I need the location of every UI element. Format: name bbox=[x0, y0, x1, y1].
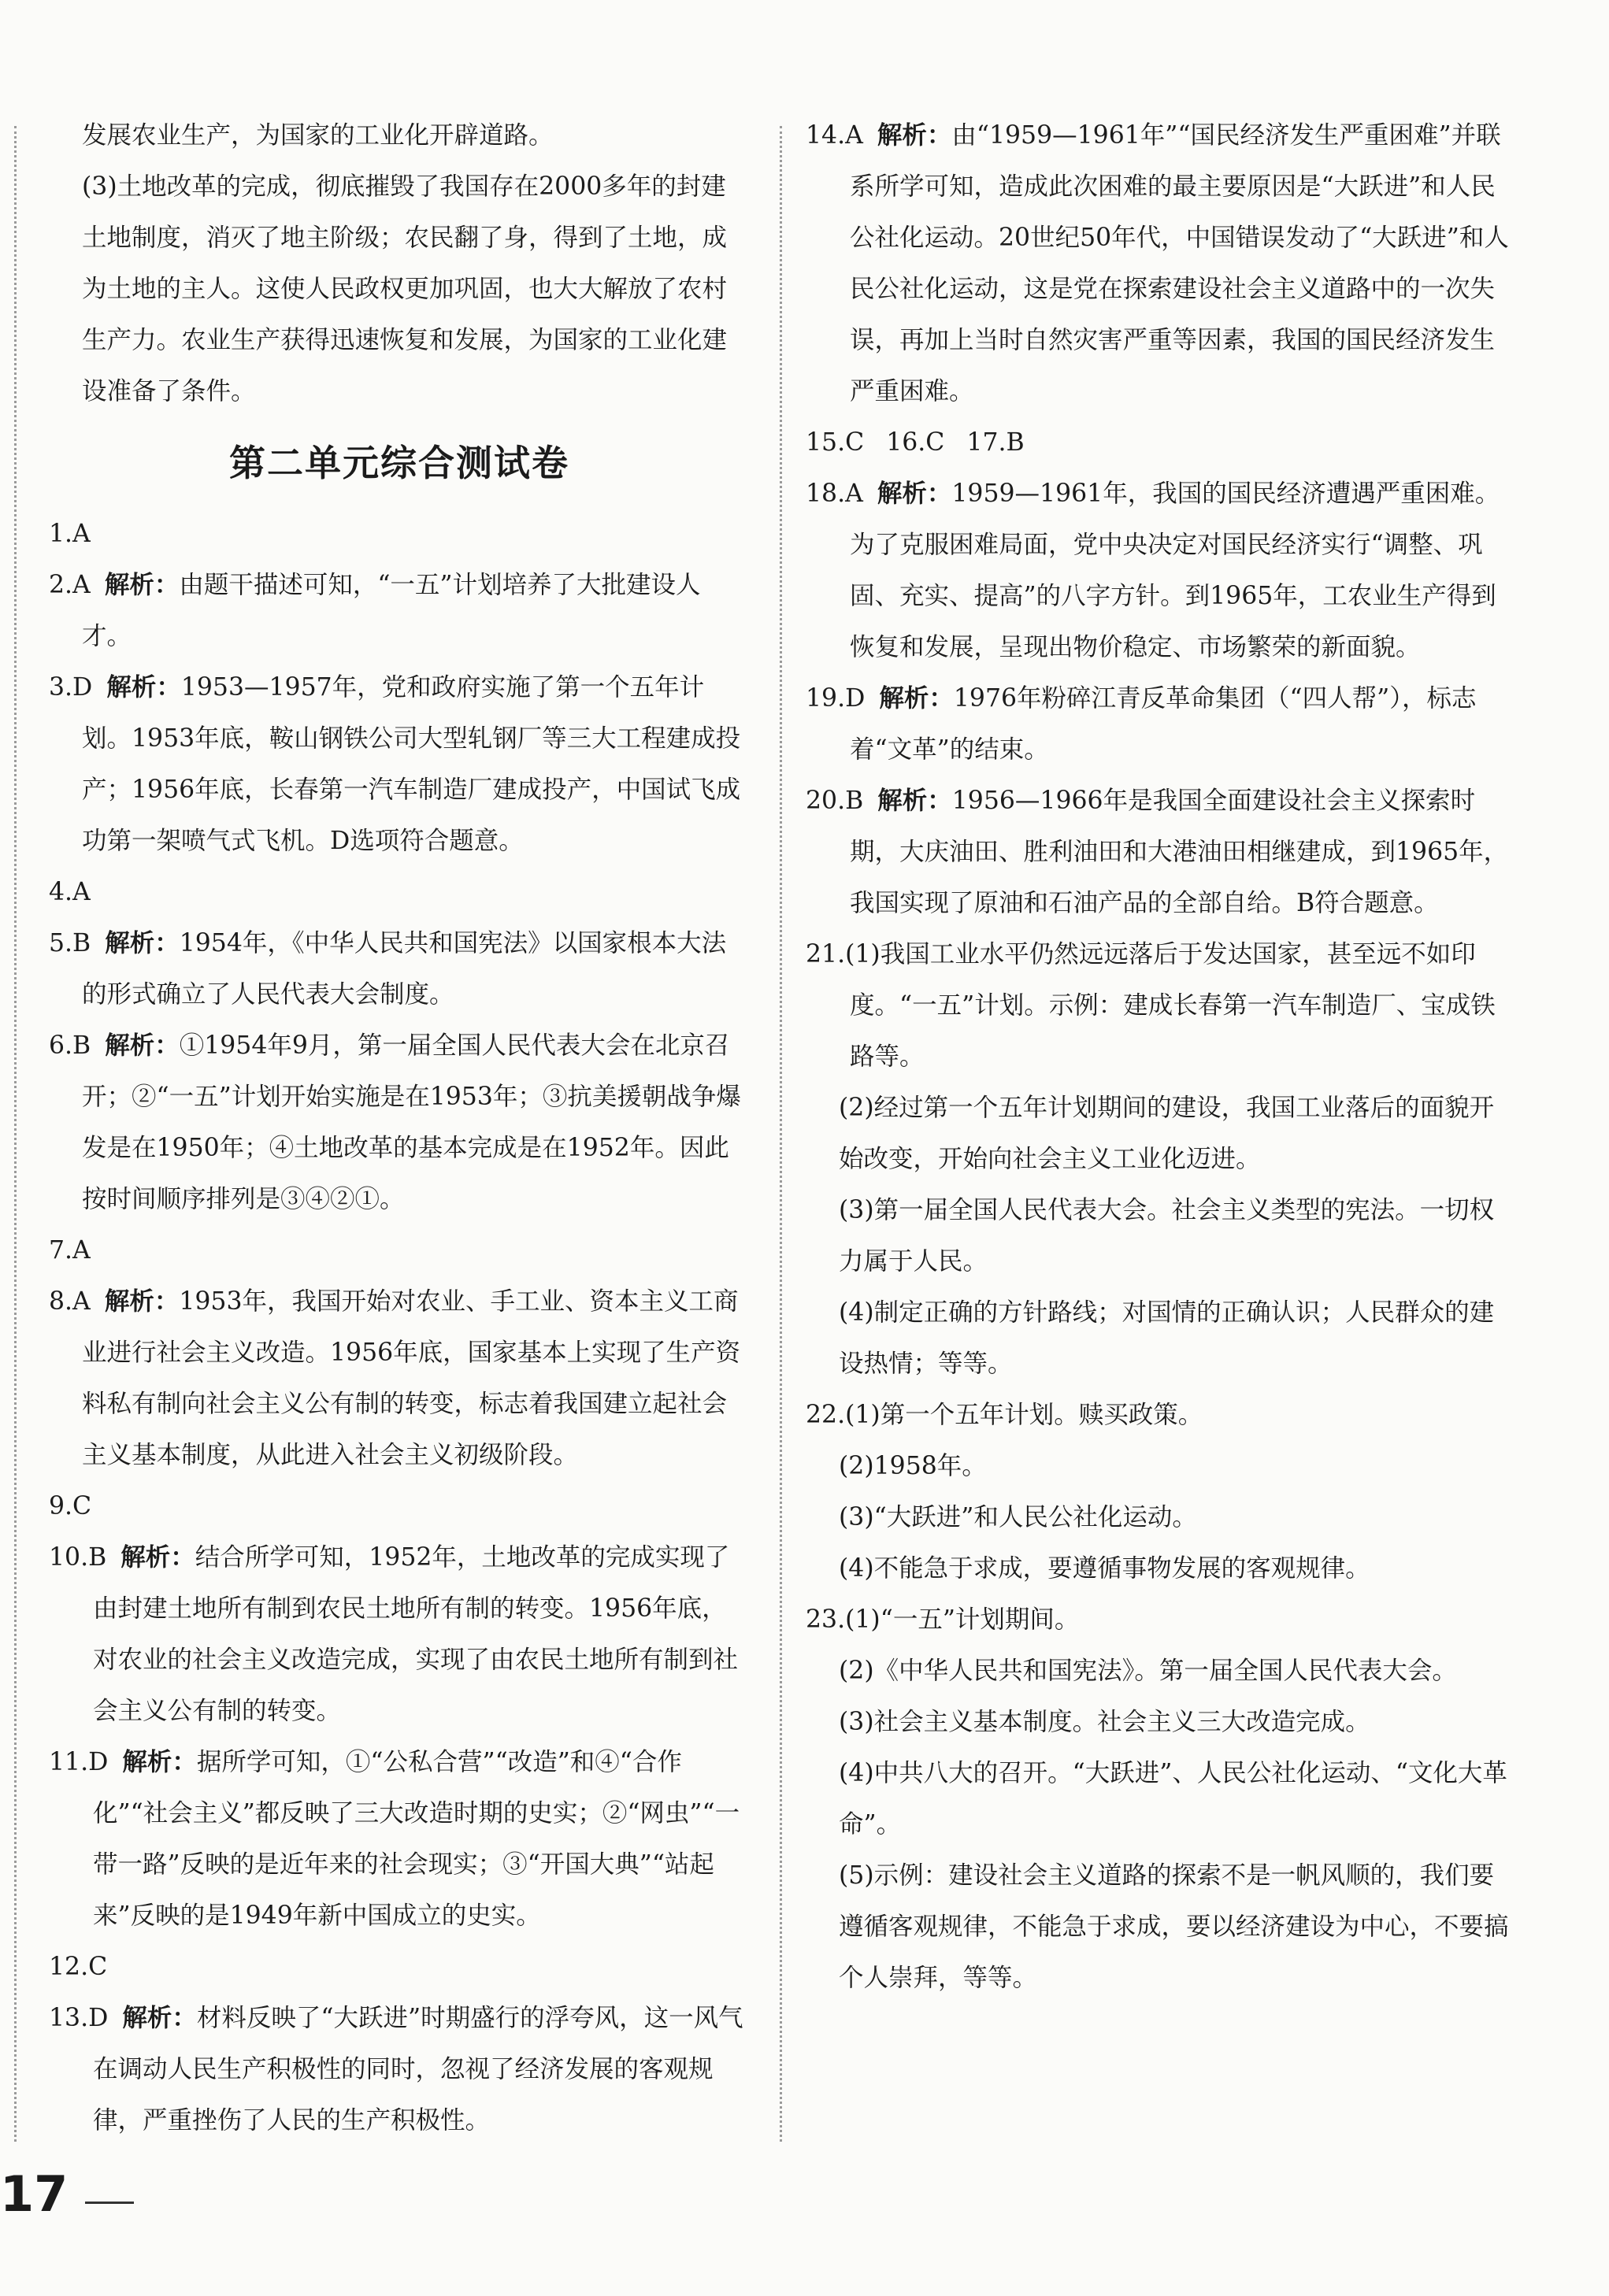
answer-4: 4.A bbox=[49, 878, 91, 906]
left-column bbox=[49, 110, 750, 2146]
answer-23-part-4: (4)中共八大的召开。“大跃进”、人民公社化运动、“文化大革命”。 bbox=[839, 1759, 1507, 1839]
answer-22-part-4: (4)不能急于求成，要遵循事物发展的客观规律。 bbox=[839, 1554, 1370, 1583]
answer-21-part-3: (3)第一届全国人民代表大会。社会主义类型的宪法。一切权力属于人民。 bbox=[839, 1196, 1495, 1276]
answers-15-17: 15.C 16.C 17.B bbox=[806, 428, 1025, 457]
answer-6: 6.B 解析：①1954年9月，第一届全国人民代表大会在北京召开；②“一五”计划开始实施是在1953年；③抗美援朝战争爆发是在1950年；④土地改革的基本完成是在1952年。因此按时间顺序排列是③④②①。 bbox=[49, 1031, 741, 1213]
answer-22-part-2: (2)1958年。 bbox=[839, 1452, 987, 1480]
answer-21-part-4: (4)制定正确的方针路线；对国情的正确认识；人民群众的建设热情；等等。 bbox=[839, 1298, 1495, 1378]
page-number-dash bbox=[85, 2202, 134, 2204]
right-column bbox=[806, 110, 1518, 2004]
answer-19: 19.D 解析：1976年粉碎江青反革命集团（“四人帮”），标志着“文革”的结束。 bbox=[806, 684, 1477, 764]
answer-3: 3.D 解析：1953—1957年，党和政府实施了第一个五年计划。1953年底，鞍山钢铁公司大型轧钢厂等三大工程建成投产；1956年底，长春第一汽车制造厂建成投产，中国试飞成功第一架喷气式飞机。D选项符合题意。 bbox=[49, 673, 741, 855]
answer-11: 11.D 解析：据所学可知，①“公私合营”“改造”和④“合作化”“社会主义”都反映了三大改造时期的史实；②“网虫”“一带一路”反映的是近年来的社会现实；③“开国大典”“站起来”反映的是1949年新中国成立的史实。 bbox=[49, 1748, 740, 1930]
answer-23-part-3: (3)社会主义基本制度。社会主义三大改造完成。 bbox=[839, 1708, 1370, 1736]
answer-7: 7.A bbox=[49, 1236, 91, 1265]
answer-21-part-1: 21.(1)我国工业水平仍然远远落后于发达国家，甚至远不如印度。“一五”计划。示例：建成长春第一汽车制造厂、宝成铁路等。 bbox=[806, 940, 1496, 1071]
answer-21-part-2: (2)经过第一个五年计划期间的建设，我国工业落后的面貌开始改变，开始向社会主义工业化迈进。 bbox=[839, 1094, 1495, 1173]
answer-10: 10.B 解析：结合所学可知，1952年，土地改革的完成实现了由封建土地所有制到农民土地所有制的转变。1956年底，对农业的社会主义改造完成，实现了由农民土地所有制到社会主义公有制的转变。 bbox=[49, 1543, 739, 1725]
answer-22-part-1: 22.(1)第一个五年计划。赎买政策。 bbox=[806, 1401, 1203, 1429]
answer-18: 18.A 解析：1959—1961年，我国的国民经济遭遇严重困难。为了克服困难局面，党中央决定对国民经济实行“调整、巩固、充实、提高”的八字方针。到1965年，工农业生产得到恢复和发展，呈现出物价稳定、市场繁荣的新面貌。 bbox=[806, 480, 1500, 661]
left-margin-dotted-line bbox=[14, 126, 17, 2142]
answer-14: 14.A 解析：由“1959—1961年”“国民经济发生严重困难”并联系所学可知，造成此次困难的最主要原因是“大跃进”和人民公社化运动。20世纪50年代，中国错误发动了“大跃进”和人民公社化运动，这是党在探索建设社会主义道路中的一次失误，再加上当时自然灾害严重等因素，我国的国民经济发生严重困难。 bbox=[806, 121, 1509, 406]
page-number: 17 bbox=[0, 2165, 69, 2223]
answer-23-part-5: (5)示例：建设社会主义道路的探索不是一帆风顺的，我们要遵循客观规律，不能急于求成，要以经济建设为中心，不要搞个人崇拜，等等。 bbox=[839, 1861, 1509, 1992]
prev-answer-part-3: (3)土地改革的完成，彻底摧毁了我国存在2000多年的封建土地制度，消灭了地主阶级；农民翻了身，得到了土地，成为土地的主人。这使人民政权更加巩固，也大大解放了农村生产力。农业生产获得迅速恢复和发展，为国家的工业化建设准备了条件。 bbox=[82, 172, 728, 406]
answer-2: 2.A 解析：由题干描述可知，“一五”计划培养了大批建设人才。 bbox=[49, 571, 701, 650]
answer-1: 1.A bbox=[49, 520, 91, 548]
answer-22-part-3: (3)“大跃进”和人民公社化运动。 bbox=[839, 1503, 1197, 1531]
section-title: 第二单元综合测试卷 bbox=[229, 442, 569, 484]
answer-13: 13.D 解析：材料反映了“大跃进”时期盛行的浮夸风，这一风气在调动人民生产积极性的同时，忽视了经济发展的客观规律，严重挫伤了人民的生产积极性。 bbox=[49, 2004, 743, 2135]
answer-20: 20.B 解析：1956—1966年是我国全面建设社会主义探索时期，大庆油田、胜利油田和大港油田相继建成，到1965年，我国实现了原油和石油产品的全部自给。B符合题意。 bbox=[806, 787, 1509, 917]
answer-23-part-1: 23.(1)“一五”计划期间。 bbox=[806, 1605, 1080, 1634]
answer-12: 12.C bbox=[49, 1953, 108, 1981]
answer-9: 9.C bbox=[49, 1492, 92, 1520]
answer-8: 8.A 解析：1953年，我国开始对农业、手工业、资本主义工商业进行社会主义改造。1956年底，国家基本上实现了生产资料私有制向社会主义公有制的转变，标志着我国建立起社会主义基本制度，从此进入社会主义初级阶段。 bbox=[49, 1287, 741, 1469]
answer-23-part-2: (2)《中华人民共和国宪法》。第一届全国人民代表大会。 bbox=[839, 1657, 1457, 1685]
continued-line: 发展农业生产，为国家的工业化开辟道路。 bbox=[82, 121, 554, 150]
column-divider-dotted-line bbox=[780, 126, 782, 2142]
answer-5: 5.B 解析：1954年，《中华人民共和国宪法》以国家根本大法的形式确立了人民代表大会制度。 bbox=[49, 929, 727, 1009]
